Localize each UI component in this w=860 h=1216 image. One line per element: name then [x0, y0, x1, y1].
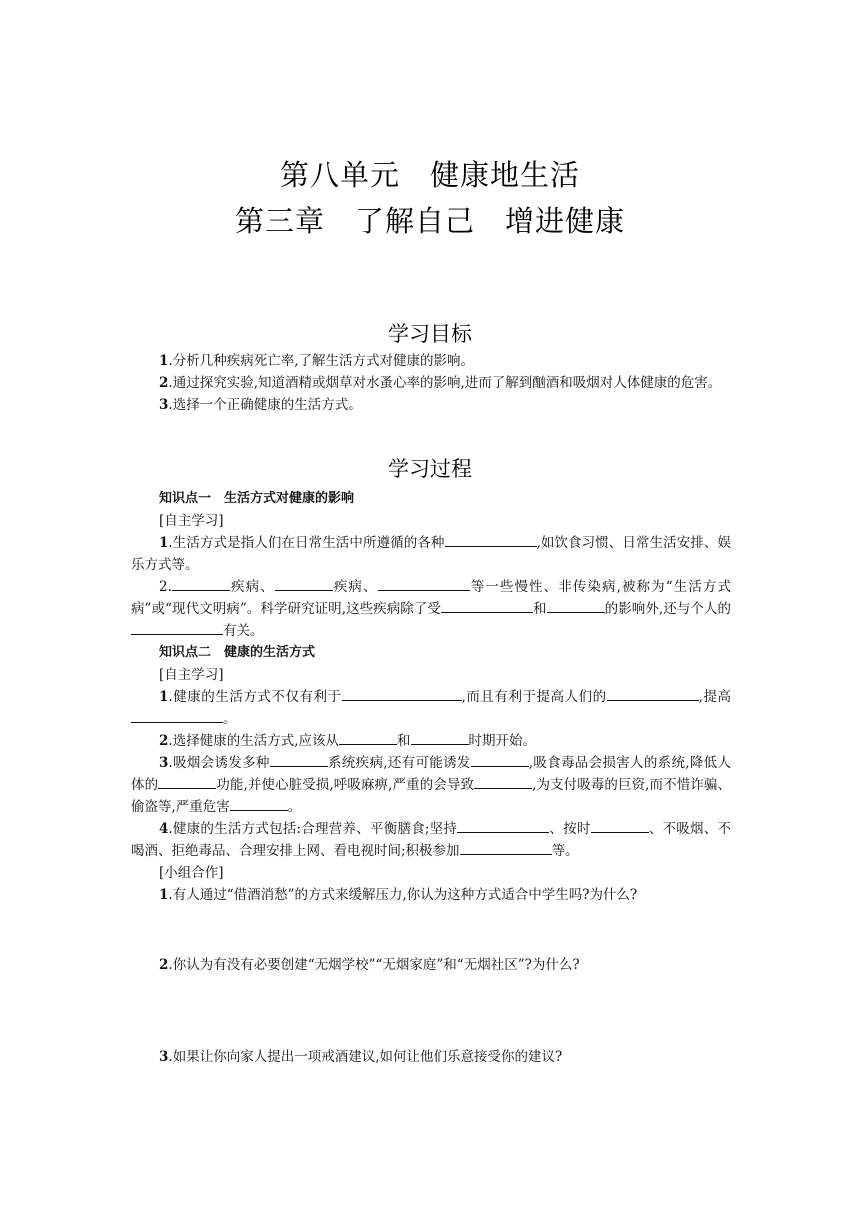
kp1-question-1: 1.生活方式是指人们在日常生活中所遵循的各种 ,如饮食习惯、日常生活安排、娱乐方式等。	[131, 532, 731, 576]
group-question-2: 2.你认为有没有必要创建“无烟学校”“无烟家庭”和“无烟社区”?为什么?	[159, 957, 580, 973]
answer-blank[interactable]	[474, 774, 532, 789]
answer-blank[interactable]	[131, 620, 223, 635]
answer-blank[interactable]	[378, 576, 470, 591]
process-content	[131, 488, 731, 1068]
chapter-title: 第三章 了解自己 增进健康	[234, 204, 625, 238]
answer-blank[interactable]	[445, 532, 537, 547]
goal-item: 1.分析几种疾病死亡率,了解生活方式对健康的影响。	[159, 353, 474, 369]
answer-blank[interactable]	[441, 598, 533, 613]
self-study-label: [自主学习]	[159, 513, 224, 529]
answer-blank[interactable]	[471, 752, 529, 767]
kp2-question-3: 3.吸烟会诱发多种 系统疾病,还有可能诱发 ,吸食毒品会损害人的系统,降低人体的 功能,并使心脏受损,呼吸麻痹,严重的会导致 ,为支付吸毒的巨资,而不惜诈骗、偷盗等,严重危害 。	[131, 752, 731, 818]
answer-blank[interactable]	[131, 708, 223, 723]
kp1-question-2: 2. 疾病、 疾病、 等一些慢性、非传染病,被称为“生活方式病”或“现代文明病”。科学研究证明,这些疾病除了受 和 的影响外,还与个人的有关。	[131, 576, 731, 642]
answer-blank[interactable]	[547, 598, 605, 613]
unit-title: 第八单元 健康地生活	[279, 158, 580, 192]
kp2-question-4: 4.健康的生活方式包括:合理营养、平衡膳食;坚持 、按时 、不吸烟、不喝酒、拒绝毒品、合理安排上网、看电视时间;积极参加 等。	[131, 818, 731, 862]
self-study-label: [自主学习]	[159, 667, 224, 683]
goal-item: 2.通过探究实验,知道酒精或烟草对水蚤心率的影响,进而了解到酗酒和吸烟对人体健康的危害。	[159, 375, 722, 391]
answer-blank[interactable]	[607, 686, 699, 701]
answer-space[interactable]	[131, 906, 731, 954]
group-question-1: 1.有人通过“借酒消愁”的方式来缓解压力,你认为这种方式适合中学生吗?为什么?	[159, 887, 638, 903]
goals-list	[131, 350, 731, 416]
group-question-3: 3.如果让你向家人提出一项戒酒建议,如何让他们乐意接受你的建议?	[159, 1049, 563, 1065]
answer-blank[interactable]	[460, 840, 552, 855]
answer-blank[interactable]	[158, 774, 216, 789]
answer-blank[interactable]	[270, 752, 328, 767]
answer-blank[interactable]	[339, 730, 397, 745]
answer-blank[interactable]	[230, 796, 288, 811]
answer-blank[interactable]	[457, 818, 549, 833]
answer-blank[interactable]	[342, 686, 462, 701]
goal-item: 3.选择一个正确健康的生活方式。	[159, 397, 362, 413]
answer-blank[interactable]	[172, 576, 230, 591]
knowledge-point-2-title: 知识点二 健康的生活方式	[159, 645, 316, 660]
kp2-question-1: 1.健康的生活方式不仅有利于 ,而且有利于提高人们的 ,提高。	[131, 686, 731, 730]
group-work-label: [小组合作]	[159, 865, 224, 881]
answer-space[interactable]	[131, 976, 731, 1046]
answer-blank[interactable]	[411, 730, 469, 745]
goals-heading: 学习目标	[388, 322, 472, 346]
knowledge-point-1-title: 知识点一 生活方式对健康的影响	[159, 491, 355, 506]
answer-blank[interactable]	[275, 576, 333, 591]
process-heading: 学习过程	[388, 457, 472, 481]
answer-blank[interactable]	[591, 818, 649, 833]
kp2-question-2: 2.选择健康的生活方式,应该从 和 时期开始。	[131, 730, 731, 752]
